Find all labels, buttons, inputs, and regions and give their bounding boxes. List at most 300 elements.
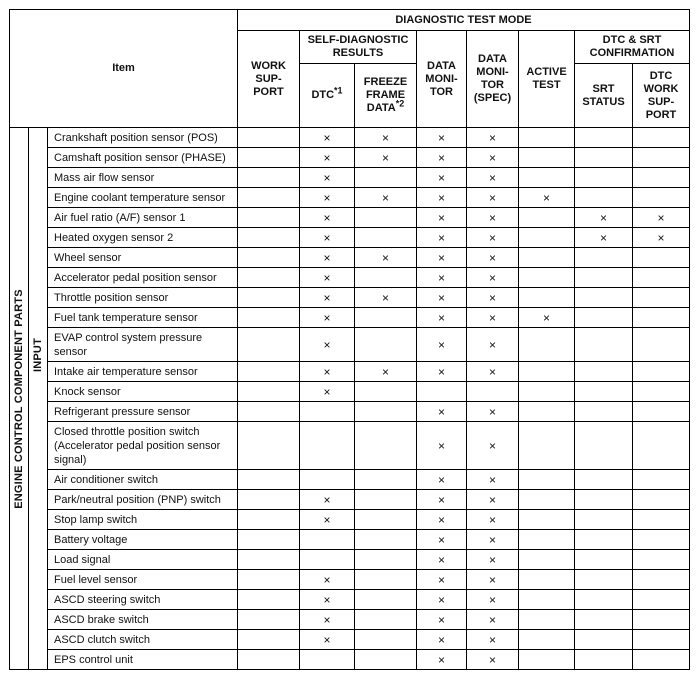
mark-cell	[519, 228, 575, 248]
mark-cell	[575, 490, 633, 510]
mark-cell	[300, 470, 355, 490]
x-mark: ×	[437, 210, 445, 225]
mark-cell	[575, 570, 633, 590]
item-cell: ASCD clutch switch	[48, 630, 238, 650]
mark-cell	[355, 268, 417, 288]
mark-cell	[300, 208, 355, 228]
mark-cell	[417, 402, 467, 422]
mark-cell	[300, 550, 355, 570]
mark-cell	[417, 550, 467, 570]
mark-cell	[467, 308, 519, 328]
item-cell: Accelerator pedal position sensor	[48, 268, 238, 288]
mark-cell	[633, 148, 690, 168]
x-mark: ×	[488, 592, 496, 607]
diagnostic-table	[9, 9, 690, 670]
x-mark: ×	[323, 130, 331, 145]
item-cell: ASCD steering switch	[48, 590, 238, 610]
mark-cell	[467, 490, 519, 510]
mark-cell	[355, 362, 417, 382]
mark-cell	[300, 308, 355, 328]
mark-cell	[238, 530, 300, 550]
x-mark: ×	[437, 572, 445, 587]
table-row	[10, 490, 690, 510]
mark-cell	[633, 288, 690, 308]
x-mark: ×	[488, 512, 496, 527]
mark-cell	[467, 168, 519, 188]
mark-cell	[575, 328, 633, 362]
mark-cell	[238, 550, 300, 570]
mark-cell	[355, 228, 417, 248]
x-mark: ×	[323, 190, 331, 205]
mark-cell	[238, 490, 300, 510]
mark-cell	[355, 288, 417, 308]
x-mark: ×	[657, 230, 665, 245]
mark-cell	[355, 248, 417, 268]
mark-cell	[238, 288, 300, 308]
x-mark: ×	[488, 290, 496, 305]
x-mark: ×	[437, 438, 445, 453]
x-mark: ×	[437, 250, 445, 265]
mark-cell	[519, 328, 575, 362]
x-mark: ×	[381, 190, 389, 205]
mark-cell	[633, 470, 690, 490]
mark-cell	[575, 422, 633, 470]
mark-cell	[417, 188, 467, 208]
x-mark: ×	[437, 310, 445, 325]
mark-cell	[355, 402, 417, 422]
x-mark: ×	[437, 592, 445, 607]
mark-cell	[355, 630, 417, 650]
item-cell: Mass air flow sensor	[48, 168, 238, 188]
mark-cell	[575, 510, 633, 530]
mark-cell	[519, 650, 575, 670]
work-support-header: WORK SUP- PORT	[238, 31, 300, 128]
x-mark: ×	[488, 652, 496, 667]
table-row	[10, 228, 690, 248]
mark-cell	[467, 268, 519, 288]
mark-cell	[467, 530, 519, 550]
mark-cell	[633, 570, 690, 590]
mark-cell	[417, 168, 467, 188]
dtc-label: DTC	[311, 89, 335, 101]
x-mark: ×	[542, 190, 550, 205]
mark-cell	[575, 650, 633, 670]
x-mark: ×	[599, 230, 607, 245]
table-row	[10, 550, 690, 570]
x-mark: ×	[488, 310, 496, 325]
mark-cell	[238, 248, 300, 268]
table-row	[10, 570, 690, 590]
table-row	[10, 590, 690, 610]
mark-cell	[238, 570, 300, 590]
mark-cell	[575, 550, 633, 570]
mark-cell	[300, 228, 355, 248]
table-row	[10, 470, 690, 490]
x-mark: ×	[381, 290, 389, 305]
input-label: INPUT	[32, 338, 44, 373]
mark-cell	[417, 570, 467, 590]
x-mark: ×	[323, 492, 331, 507]
mark-cell	[417, 228, 467, 248]
mark-cell	[355, 530, 417, 550]
mark-cell	[519, 362, 575, 382]
item-cell: EVAP control system pressure sensor	[48, 328, 238, 362]
x-mark: ×	[488, 492, 496, 507]
item-cell: EPS control unit	[48, 650, 238, 670]
self-diagnostic-results-header: SELF-DIAGNOSTIC RESULTS	[300, 31, 417, 64]
mark-cell	[355, 570, 417, 590]
mark-cell	[467, 510, 519, 530]
mark-cell	[355, 470, 417, 490]
mark-cell	[467, 328, 519, 362]
mark-cell	[519, 188, 575, 208]
item-cell: Park/neutral position (PNP) switch	[48, 490, 238, 510]
mark-cell	[467, 650, 519, 670]
x-mark: ×	[437, 404, 445, 419]
mark-cell	[355, 490, 417, 510]
item-cell: Intake air temperature sensor	[48, 362, 238, 382]
mark-cell	[417, 470, 467, 490]
mark-cell	[238, 308, 300, 328]
x-mark: ×	[437, 652, 445, 667]
item-cell: ASCD brake switch	[48, 610, 238, 630]
table-row	[10, 362, 690, 382]
mark-cell	[633, 208, 690, 228]
mark-cell	[300, 590, 355, 610]
mark-cell	[575, 268, 633, 288]
mark-cell	[575, 590, 633, 610]
mark-cell	[519, 630, 575, 650]
x-mark: ×	[323, 230, 331, 245]
mark-cell	[467, 422, 519, 470]
mark-cell	[238, 630, 300, 650]
mark-cell	[633, 630, 690, 650]
item-cell: Battery voltage	[48, 530, 238, 550]
x-mark: ×	[437, 230, 445, 245]
side-label-inner-cell	[29, 128, 48, 670]
x-mark: ×	[323, 364, 331, 379]
mark-cell	[417, 530, 467, 550]
x-mark: ×	[437, 270, 445, 285]
mark-cell	[467, 288, 519, 308]
mark-cell	[519, 168, 575, 188]
item-cell: Load signal	[48, 550, 238, 570]
x-mark: ×	[488, 572, 496, 587]
mark-cell	[238, 188, 300, 208]
mark-cell	[633, 228, 690, 248]
mark-cell	[467, 570, 519, 590]
mark-cell	[300, 630, 355, 650]
mark-cell	[417, 208, 467, 228]
mark-cell	[300, 268, 355, 288]
mark-cell	[575, 148, 633, 168]
mark-cell	[355, 328, 417, 362]
data-monitor-header: DATA MONI- TOR	[417, 31, 467, 128]
x-mark: ×	[599, 210, 607, 225]
mark-cell	[238, 610, 300, 630]
mark-cell	[519, 610, 575, 630]
x-mark: ×	[657, 210, 665, 225]
x-mark: ×	[488, 337, 496, 352]
mark-cell	[575, 610, 633, 630]
mark-cell	[519, 382, 575, 402]
x-mark: ×	[488, 532, 496, 547]
x-mark: ×	[323, 572, 331, 587]
x-mark: ×	[323, 632, 331, 647]
mark-cell	[355, 422, 417, 470]
mark-cell	[355, 650, 417, 670]
x-mark: ×	[381, 130, 389, 145]
mark-cell	[633, 188, 690, 208]
mark-cell	[467, 550, 519, 570]
mark-cell	[467, 362, 519, 382]
mark-cell	[519, 510, 575, 530]
mark-cell	[519, 590, 575, 610]
mark-cell	[467, 590, 519, 610]
mark-cell	[519, 128, 575, 148]
mark-cell	[355, 168, 417, 188]
item-cell: Fuel level sensor	[48, 570, 238, 590]
table-row	[10, 208, 690, 228]
mark-cell	[467, 208, 519, 228]
mark-cell	[633, 402, 690, 422]
item-cell: Closed throttle position switch (Accelerator pedal position sensor signal)	[48, 422, 238, 470]
x-mark: ×	[488, 130, 496, 145]
engine-control-component-parts-label: ENGINE CONTROL COMPONENT PARTS	[13, 288, 25, 509]
mark-cell	[355, 208, 417, 228]
mark-cell	[633, 422, 690, 470]
srt-status-header: SRT STATUS	[575, 64, 633, 128]
mark-cell	[238, 422, 300, 470]
mark-cell	[238, 590, 300, 610]
table-row	[10, 650, 690, 670]
x-mark: ×	[437, 512, 445, 527]
mark-cell	[238, 228, 300, 248]
x-mark: ×	[488, 438, 496, 453]
mark-cell	[633, 308, 690, 328]
item-cell: Wheel sensor	[48, 248, 238, 268]
x-mark: ×	[323, 170, 331, 185]
x-mark: ×	[437, 364, 445, 379]
mark-cell	[300, 490, 355, 510]
mark-cell	[300, 148, 355, 168]
dtc-work-support-header: DTC WORK SUP- PORT	[633, 64, 690, 128]
mark-cell	[417, 650, 467, 670]
x-mark: ×	[437, 492, 445, 507]
item-cell: Air fuel ratio (A/F) sensor 1	[48, 208, 238, 228]
x-mark: ×	[488, 190, 496, 205]
table-row	[10, 188, 690, 208]
mark-cell	[467, 228, 519, 248]
mark-cell	[575, 188, 633, 208]
x-mark: ×	[437, 290, 445, 305]
mark-cell	[300, 382, 355, 402]
x-mark: ×	[381, 364, 389, 379]
table-row	[10, 402, 690, 422]
item-cell: Engine coolant temperature sensor	[48, 188, 238, 208]
mark-cell	[519, 530, 575, 550]
mark-cell	[355, 610, 417, 630]
freeze-frame-footnote-mark: *2	[395, 98, 405, 109]
item-header-label: Item	[112, 62, 135, 74]
x-mark: ×	[437, 532, 445, 547]
mark-cell	[417, 268, 467, 288]
mark-cell	[238, 168, 300, 188]
active-test-header: ACTIVE TEST	[519, 31, 575, 128]
x-mark: ×	[437, 337, 445, 352]
mark-cell	[417, 288, 467, 308]
mark-cell	[355, 188, 417, 208]
item-cell: Camshaft position sensor (PHASE)	[48, 148, 238, 168]
mark-cell	[300, 188, 355, 208]
mark-cell	[417, 422, 467, 470]
item-cell: Heated oxygen sensor 2	[48, 228, 238, 248]
table-row	[10, 510, 690, 530]
mark-cell	[633, 490, 690, 510]
mark-cell	[467, 402, 519, 422]
x-mark: ×	[488, 150, 496, 165]
table-row	[10, 148, 690, 168]
dtc-srt-confirmation-header: DTC & SRT CONFIRMATION	[575, 31, 690, 64]
mark-cell	[519, 470, 575, 490]
mark-cell	[355, 382, 417, 402]
mark-cell	[355, 308, 417, 328]
mark-cell	[355, 550, 417, 570]
freeze-frame-label: FREEZE FRAME DATA	[363, 76, 408, 114]
mark-cell	[519, 402, 575, 422]
mark-cell	[238, 402, 300, 422]
diagnostic-test-mode-header	[238, 10, 690, 31]
mark-cell	[417, 510, 467, 530]
x-mark: ×	[437, 632, 445, 647]
mark-cell	[417, 308, 467, 328]
x-mark: ×	[488, 230, 496, 245]
mark-cell	[633, 328, 690, 362]
diagnostic-test-mode-label: DIAGNOSTIC TEST MODE	[395, 13, 532, 26]
x-mark: ×	[323, 210, 331, 225]
mark-cell	[519, 268, 575, 288]
mark-cell	[633, 530, 690, 550]
mark-cell	[633, 248, 690, 268]
mark-cell	[519, 490, 575, 510]
mark-cell	[238, 268, 300, 288]
table-row	[10, 288, 690, 308]
mark-cell	[519, 570, 575, 590]
mark-cell	[575, 362, 633, 382]
mark-cell	[519, 422, 575, 470]
x-mark: ×	[323, 310, 331, 325]
table-row	[10, 422, 690, 470]
mark-cell	[633, 590, 690, 610]
mark-cell	[519, 288, 575, 308]
mark-cell	[417, 382, 467, 402]
mark-cell	[575, 208, 633, 228]
mark-cell	[575, 630, 633, 650]
mark-cell	[238, 650, 300, 670]
mark-cell	[467, 248, 519, 268]
table-row	[10, 268, 690, 288]
mark-cell	[575, 228, 633, 248]
x-mark: ×	[488, 552, 496, 567]
mark-cell	[417, 362, 467, 382]
mark-cell	[467, 470, 519, 490]
mark-cell	[575, 530, 633, 550]
mark-cell	[238, 208, 300, 228]
mark-cell	[417, 630, 467, 650]
mark-cell	[417, 610, 467, 630]
mark-cell	[417, 128, 467, 148]
x-mark: ×	[323, 270, 331, 285]
item-cell: Crankshaft position sensor (POS)	[48, 128, 238, 148]
item-cell: Stop lamp switch	[48, 510, 238, 530]
table-row	[10, 382, 690, 402]
x-mark: ×	[437, 130, 445, 145]
mark-cell	[519, 550, 575, 570]
mark-cell	[355, 510, 417, 530]
mark-cell	[519, 308, 575, 328]
mark-cell	[633, 382, 690, 402]
mark-cell	[633, 550, 690, 570]
x-mark: ×	[323, 290, 331, 305]
table-row	[10, 248, 690, 268]
mark-cell	[467, 610, 519, 630]
mark-cell	[519, 208, 575, 228]
item-cell: Fuel tank temperature sensor	[48, 308, 238, 328]
mark-cell	[633, 650, 690, 670]
mark-cell	[575, 382, 633, 402]
mark-cell	[467, 382, 519, 402]
mark-cell	[417, 248, 467, 268]
item-cell: Refrigerant pressure sensor	[48, 402, 238, 422]
mark-cell	[633, 362, 690, 382]
table-row	[10, 308, 690, 328]
x-mark: ×	[381, 150, 389, 165]
mark-cell	[300, 610, 355, 630]
mark-cell	[633, 168, 690, 188]
x-mark: ×	[323, 150, 331, 165]
dtc-footnote-mark: *1	[334, 85, 343, 96]
table-row	[10, 328, 690, 362]
mark-cell	[300, 650, 355, 670]
mark-cell	[300, 328, 355, 362]
mark-cell	[575, 308, 633, 328]
x-mark: ×	[437, 190, 445, 205]
table-row	[10, 128, 690, 148]
x-mark: ×	[323, 512, 331, 527]
x-mark: ×	[488, 404, 496, 419]
mark-cell	[467, 188, 519, 208]
mark-cell	[300, 168, 355, 188]
mark-cell	[417, 590, 467, 610]
mark-cell	[467, 630, 519, 650]
x-mark: ×	[437, 552, 445, 567]
mark-cell	[467, 148, 519, 168]
x-mark: ×	[323, 592, 331, 607]
mark-cell	[633, 128, 690, 148]
mark-cell	[355, 590, 417, 610]
dtc-header	[300, 64, 355, 128]
mark-cell	[238, 362, 300, 382]
x-mark: ×	[323, 384, 331, 399]
mark-cell	[238, 382, 300, 402]
table-row	[10, 610, 690, 630]
x-mark: ×	[488, 250, 496, 265]
mark-cell	[575, 288, 633, 308]
x-mark: ×	[488, 210, 496, 225]
x-mark: ×	[323, 612, 331, 627]
x-mark: ×	[323, 250, 331, 265]
x-mark: ×	[488, 472, 496, 487]
